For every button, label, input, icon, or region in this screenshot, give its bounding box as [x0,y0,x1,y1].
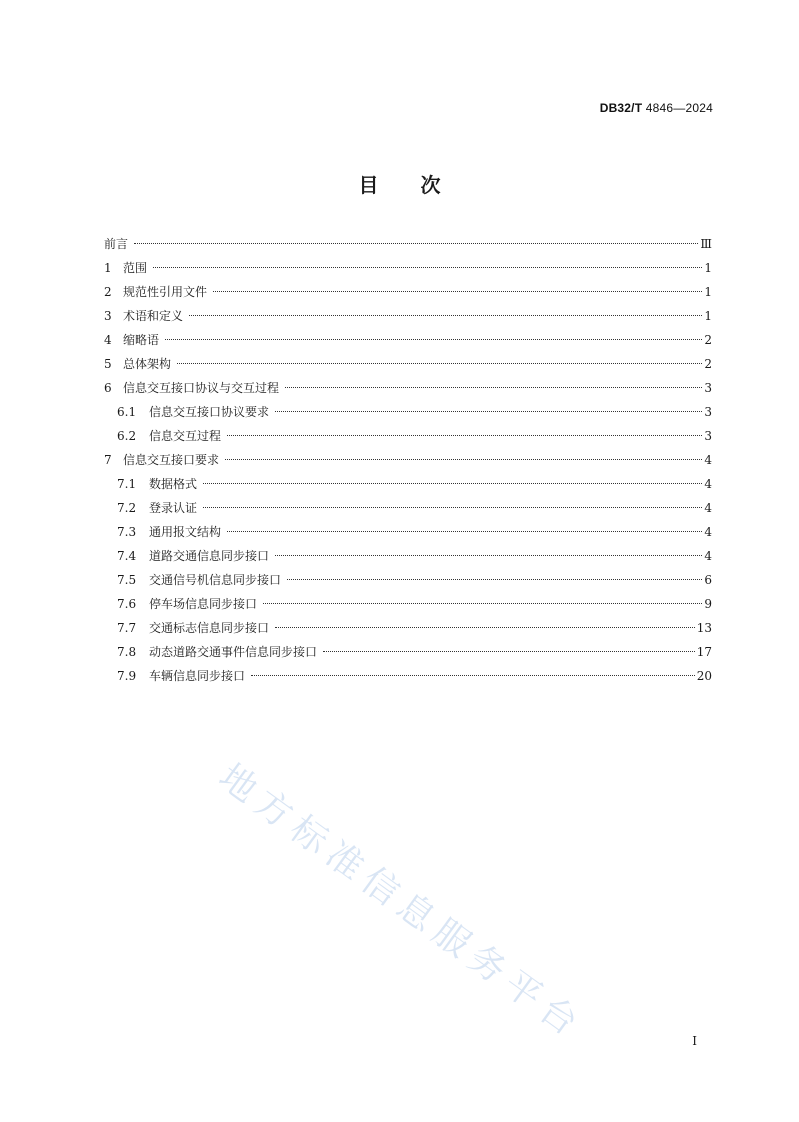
toc-entry-page: 4 [704,453,712,467]
toc-entry[interactable] [104,232,712,256]
toc-entry[interactable] [104,592,712,616]
toc-entry-number: 6.2 [117,429,137,443]
toc-entry-title: 数据格式 [149,477,198,491]
toc-entry-title: 信息交互过程 [149,429,222,443]
toc-entry[interactable] [104,256,712,280]
toc-entry-page: 4 [704,477,712,491]
toc-entry-number: 6 [104,381,112,395]
toc-entry-title: 信息交互接口协议与交互过程 [123,381,280,395]
toc-leader-dots [165,338,702,340]
toc-entry-title: 前言 [104,237,129,251]
toc-leader-dots [134,242,698,244]
toc-entry-page: 2 [704,357,712,371]
page-title-right: 次 [420,173,441,197]
toc-leader-dots [203,482,702,484]
toc-leader-dots [203,506,702,508]
page-title [0,169,799,198]
toc-entry[interactable] [104,664,712,688]
toc-entry-page: 1 [704,285,712,299]
toc-entry-title: 通用报文结构 [149,525,222,539]
toc-entry-number: 7.6 [117,597,137,611]
toc-entry-title: 总体架构 [123,357,172,371]
toc-entry[interactable] [104,304,712,328]
toc-entry-number: 5 [104,357,112,371]
toc-entry[interactable] [104,376,712,400]
toc-entry[interactable] [104,352,712,376]
toc-entry-page: 1 [704,261,712,275]
toc-leader-dots [287,578,702,580]
watermark: 地方标准信息服务平台 [211,756,592,1049]
toc-entry-number: 7.1 [117,477,137,491]
standard-code-prefix: DB32/T [599,101,643,115]
toc-entry-number: 7 [104,453,112,467]
toc-entry-page: 9 [704,597,712,611]
toc-entry[interactable] [104,448,712,472]
toc-leader-dots [275,410,702,412]
toc-entry[interactable] [104,472,712,496]
toc-leader-dots [275,554,702,556]
toc-entry-title: 交通标志信息同步接口 [149,621,270,635]
toc-entry-page: 17 [696,645,712,659]
toc-entry-number: 7.8 [117,645,137,659]
toc-entry-title: 规范性引用文件 [123,285,208,299]
toc-entry-page: 4 [704,549,712,563]
toc-entry-page: 3 [704,429,712,443]
toc-entry[interactable] [104,640,712,664]
toc-entry-number: 1 [104,261,112,275]
toc-leader-dots [227,434,702,436]
toc-entry-number: 7.5 [117,573,137,587]
toc-entry-page: 3 [704,405,712,419]
toc-entry-page: 3 [704,381,712,395]
toc-entry-page: 4 [704,525,712,539]
toc-entry[interactable] [104,400,712,424]
toc-entry-title: 登录认证 [149,501,198,515]
page-title-left: 目 [358,173,379,197]
toc-entry-title: 信息交互接口协议要求 [149,405,270,419]
toc-leader-dots [275,626,695,628]
toc-entry[interactable] [104,520,712,544]
toc-leader-dots [177,362,702,364]
toc-leader-dots [189,314,702,316]
toc-entry[interactable] [104,544,712,568]
toc-entry-page: 20 [696,669,712,683]
toc-leader-dots [227,530,702,532]
toc-leader-dots [251,674,695,676]
toc-entry[interactable] [104,424,712,448]
toc-entry-number: 7.9 [117,669,137,683]
toc-leader-dots [213,290,702,292]
toc-entry-page: 2 [704,333,712,347]
table-of-contents [104,232,712,688]
toc-entry-title: 车辆信息同步接口 [149,669,246,683]
toc-leader-dots [285,386,702,388]
toc-entry-title: 范围 [123,261,148,275]
toc-entry-page: 1 [704,309,712,323]
toc-entry-page: 13 [696,621,712,635]
toc-entry-number: 6.1 [117,405,137,419]
toc-entry-title: 信息交互接口要求 [123,453,220,467]
toc-entry[interactable] [104,496,712,520]
toc-entry-title: 动态道路交通事件信息同步接口 [149,645,318,659]
toc-entry[interactable] [104,616,712,640]
toc-entry-page: 6 [704,573,712,587]
toc-entry-number: 7.7 [117,621,137,635]
toc-entry-title: 停车场信息同步接口 [149,597,258,611]
toc-entry[interactable] [104,568,712,592]
toc-entry-title: 术语和定义 [123,309,184,323]
standard-code-number: 4846—2024 [645,101,713,115]
toc-entry-number: 4 [104,333,112,347]
toc-leader-dots [323,650,695,652]
toc-entry-page: 4 [704,501,712,515]
toc-entry-title: 缩略语 [123,333,160,347]
toc-leader-dots [153,266,702,268]
standard-code [600,101,713,115]
toc-entry-number: 2 [104,285,112,299]
toc-entry-number: 7.2 [117,501,137,515]
toc-entry-title: 道路交通信息同步接口 [149,549,270,563]
toc-entry-page: Ⅲ [700,237,712,251]
toc-entry[interactable] [104,280,712,304]
page-number: I [692,1034,697,1048]
toc-entry-number: 7.4 [117,549,137,563]
toc-entry-number: 7.3 [117,525,137,539]
toc-entry[interactable] [104,328,712,352]
toc-entry-number: 3 [104,309,112,323]
toc-leader-dots [263,602,702,604]
toc-leader-dots [225,458,702,460]
toc-entry-title: 交通信号机信息同步接口 [149,573,282,587]
